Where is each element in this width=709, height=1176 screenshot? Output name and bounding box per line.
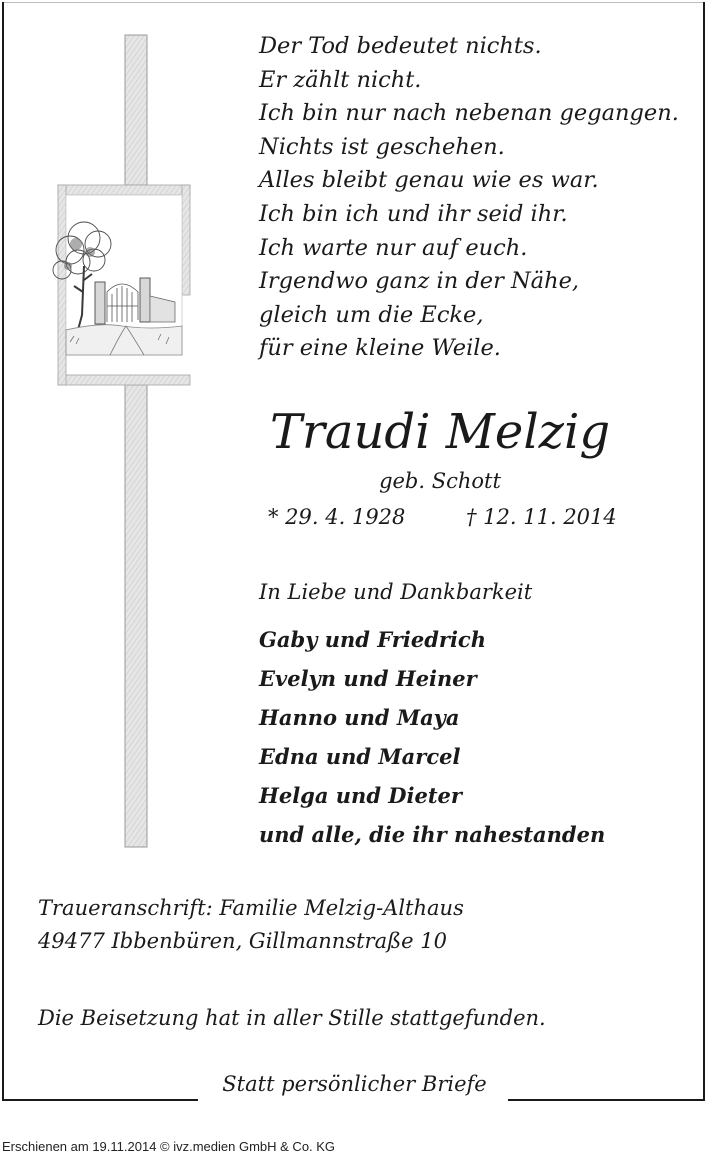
footer-note: Statt persönlicher Briefe bbox=[222, 1072, 487, 1096]
mourners-list bbox=[259, 620, 605, 854]
poem-line: Der Tod bedeutet nichts. bbox=[259, 33, 542, 59]
dedication: In Liebe und Dankbarkeit bbox=[259, 580, 533, 604]
poem-line: Nichts ist geschehen. bbox=[259, 133, 505, 160]
poem-line: für eine kleine Weile. bbox=[259, 335, 501, 362]
card-border-top bbox=[2, 2, 705, 3]
mourning-address bbox=[38, 892, 464, 958]
birth-name: geb. Schott bbox=[379, 469, 501, 493]
mourner-name: Helga und Dieter bbox=[259, 783, 462, 808]
cross-illustration-icon bbox=[40, 30, 200, 850]
card-border-left bbox=[2, 2, 4, 1100]
mourner-name: und alle, die ihr nahestanden bbox=[259, 822, 606, 847]
deceased-name: Traudi Melzig bbox=[269, 404, 611, 460]
address-line: Traueranschrift: Familie Melzig-Althaus bbox=[38, 896, 464, 920]
mourner-name: Gaby und Friedrich bbox=[259, 627, 486, 652]
mourner-name: Edna und Marcel bbox=[259, 744, 461, 769]
poem-line: Ich warte nur auf euch. bbox=[259, 234, 528, 261]
poem-line: Ich bin ich und ihr seid ihr. bbox=[259, 200, 568, 227]
poem-line: Irgendwo ganz in der Nähe, bbox=[259, 268, 580, 295]
poem-line: Er zählt nicht. bbox=[259, 66, 422, 93]
mourner-name: Hanno und Maya bbox=[259, 705, 460, 730]
death-date: † 12. 11. 2014 bbox=[466, 505, 617, 529]
card-border-bottom-right bbox=[508, 1099, 705, 1101]
poem-line: Alles bleibt genau wie es war. bbox=[259, 167, 599, 194]
publisher-credit: Erschienen am 19.11.2014 © ivz.medien GmbH & Co. KG bbox=[2, 1139, 336, 1154]
card-border-bottom-left bbox=[2, 1099, 198, 1101]
card-border-right bbox=[703, 2, 705, 1100]
birth-date: * 29. 4. 1928 bbox=[268, 505, 406, 529]
mourner-name: Evelyn und Heiner bbox=[259, 666, 477, 691]
poem bbox=[259, 30, 699, 366]
poem-line: Ich bin nur nach nebenan gegangen. bbox=[259, 100, 679, 127]
burial-note: Die Beisetzung hat in aller Stille stattgefunden. bbox=[38, 1006, 546, 1030]
poem-line: gleich um die Ecke, bbox=[259, 301, 484, 328]
address-line: 49477 Ibbenbüren, Gillmannstraße 10 bbox=[38, 929, 447, 953]
